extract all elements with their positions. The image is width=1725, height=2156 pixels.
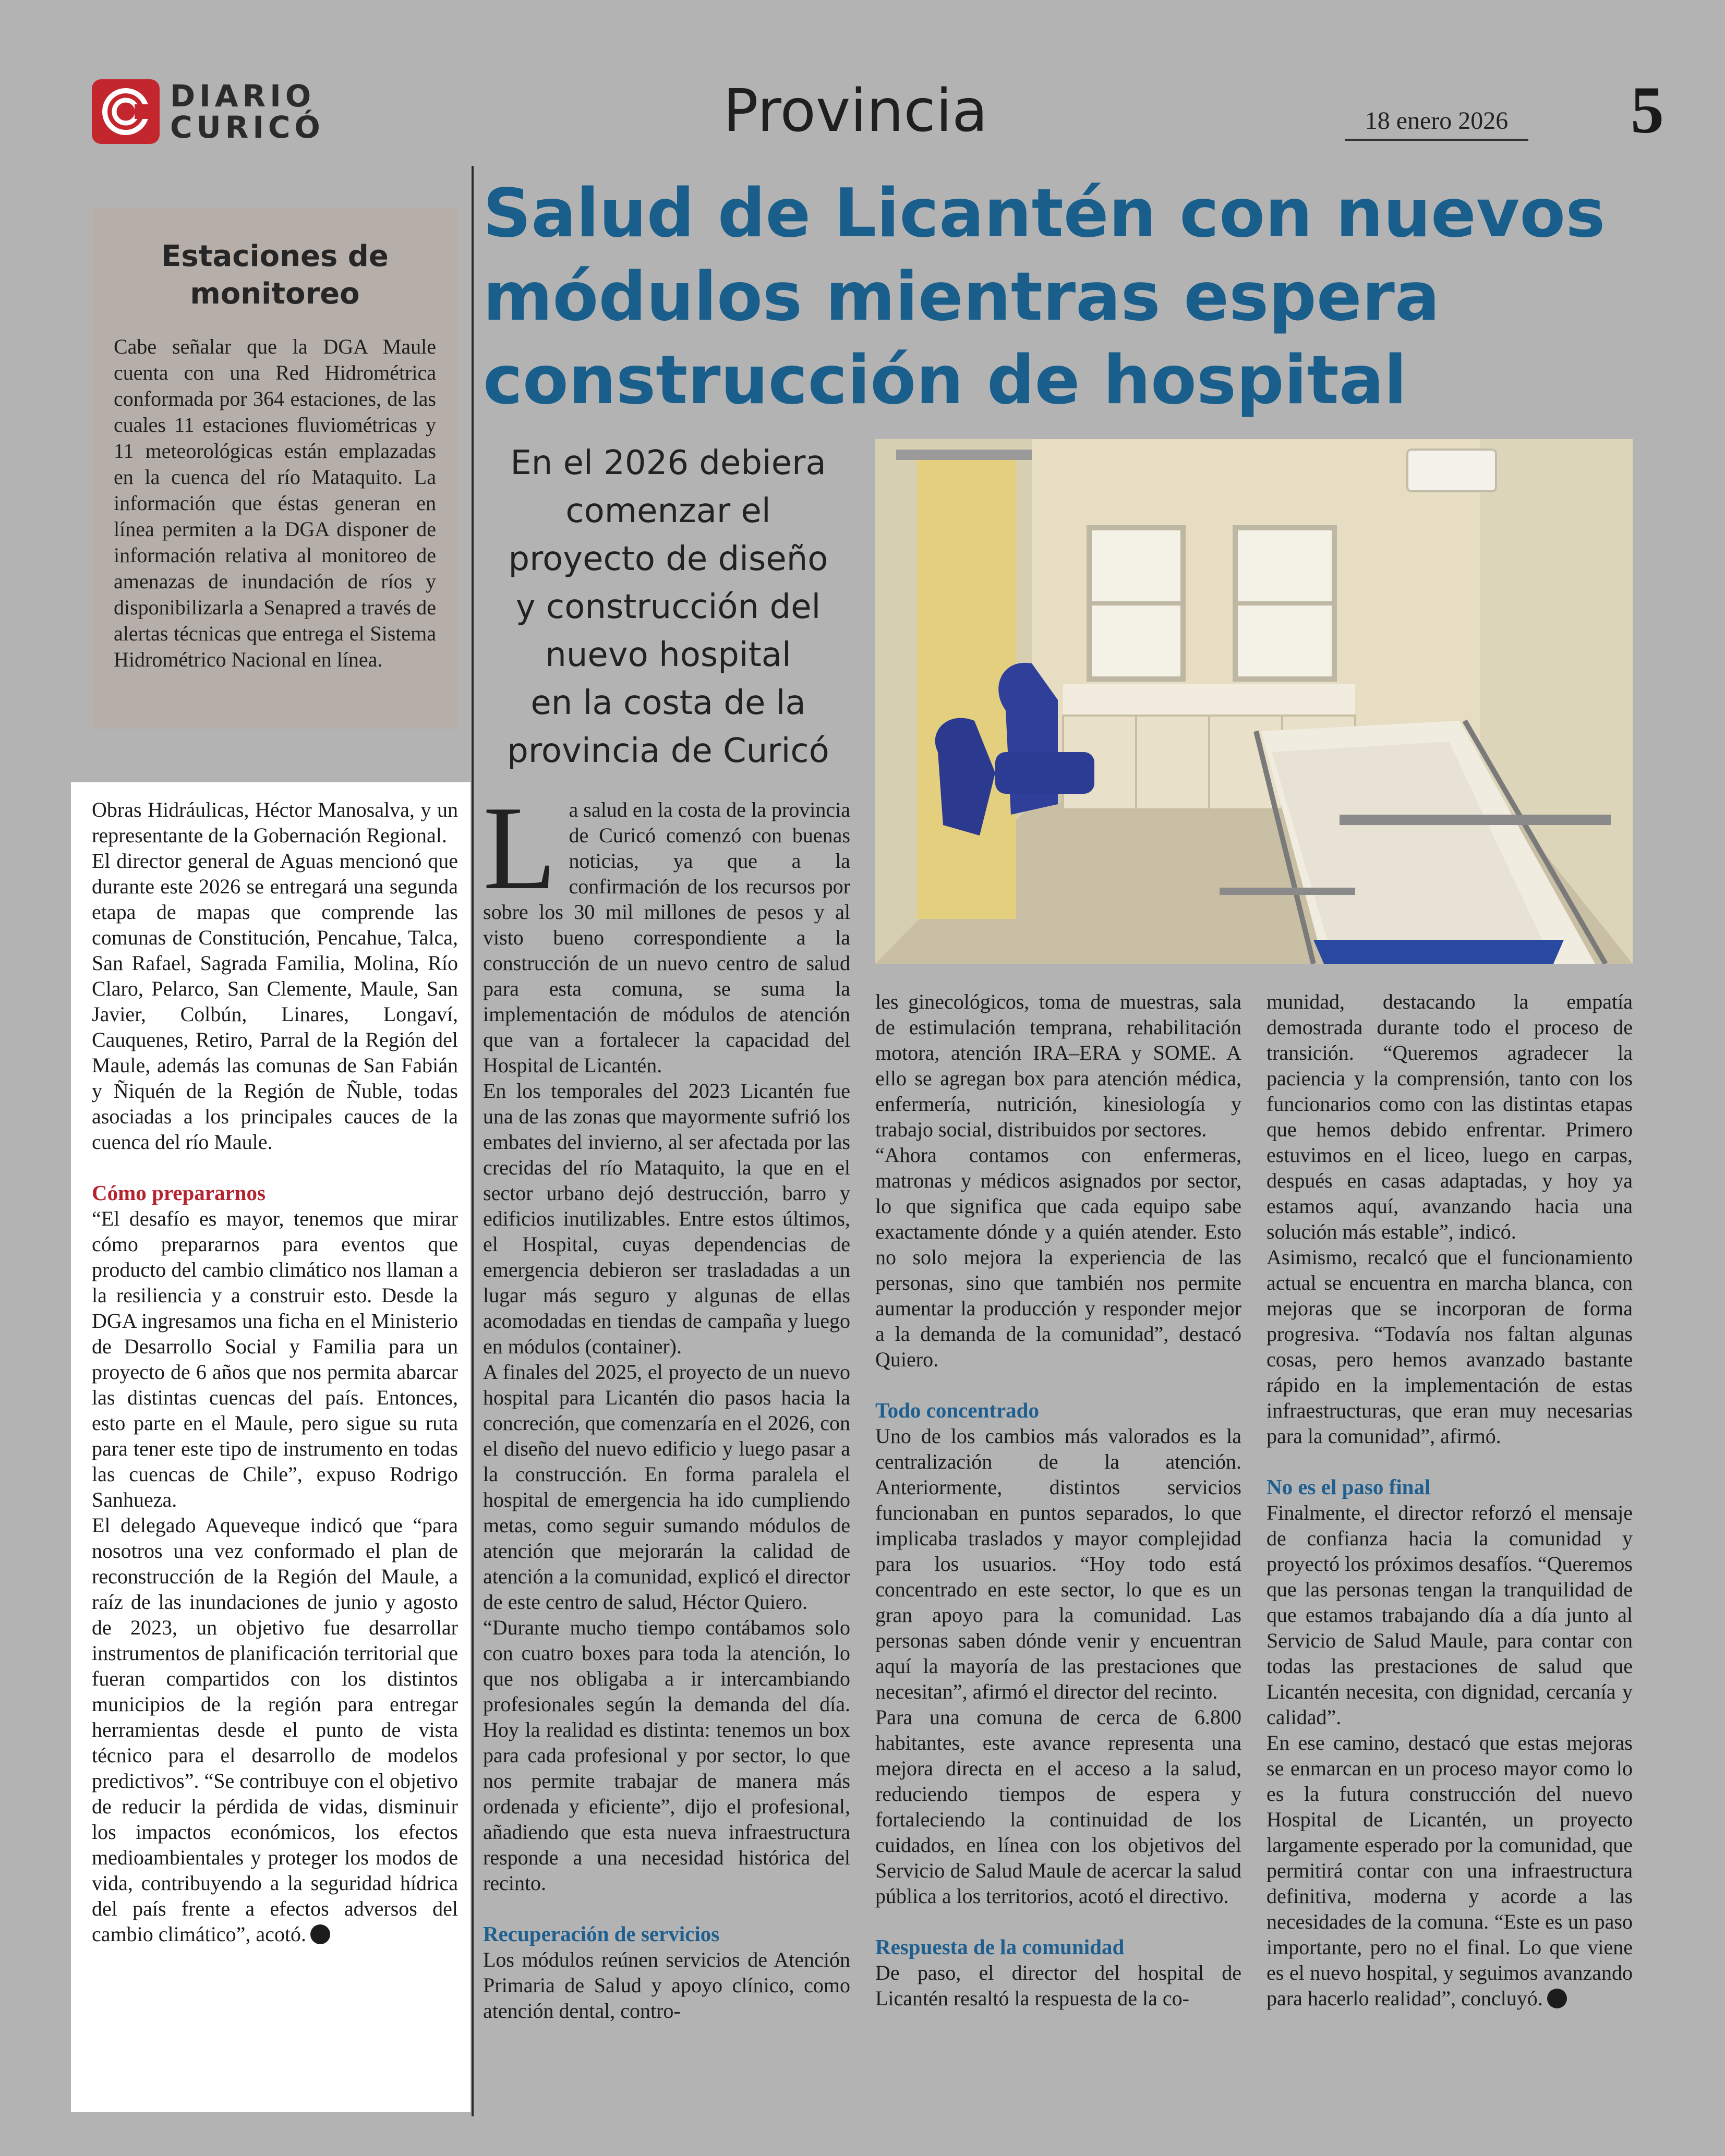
paragraph: les ginecológicos, toma de muestras, sala de estimulación temprana, rehabilitación motora, atención IRA–ERA y SOME. A ello se agregan box para atención médica, enfermería, nutrición, kinesiología y trabajo social, distribuidos por sectores. bbox=[875, 990, 1241, 1141]
paragraph: “Ahora contamos con enfermeras, matronas y médicos asignados por sector, lo que significa que cada equipo sabe exactamente dónde y a quién atender. Esto no solo mejora la experiencia de las personas, sino que también nos permite aumentar la producción y responder mejor a la demanda de la comunidad”, destacó Quiero. bbox=[875, 1143, 1241, 1371]
sidebar-title: Estaciones de monitoreo bbox=[161, 239, 389, 311]
deck-line: y construcción del bbox=[515, 588, 821, 626]
article-column-2 bbox=[483, 781, 850, 2024]
end-mark-icon bbox=[310, 1924, 330, 1944]
article-deck bbox=[483, 439, 853, 775]
article-column-3 bbox=[875, 989, 1241, 2011]
paragraph: Uno de los cambios más valorados es la centralización de la atención. Anteriormente, distintos servicios funcionaban en puntos separados, lo que implicaba traslados y mayor complejidad para los usuarios. “Hoy todo está concentrado en este sector, lo que es un gran apoyo para la comunidad. Las personas saben dónde venir y encuentran aquí la mayoría de las prestaciones que necesitan”, afirmó el director del recinto. bbox=[875, 1424, 1241, 1703]
subheading-recuperacion: Recuperación de servicios bbox=[483, 1922, 720, 1946]
sidebar-box bbox=[93, 208, 457, 729]
paragraph-text: El delegado Aqueveque indicó que “para nosotros una vez conformado el plan de reconstrucción de la Región del Maule, a raíz de las inundaciones de junio y agosto de 2023, un objetivo fue desarrollar instrumentos de planificación territorial que fueran compartidos con los distintos municipios de la región para entregar herramientas desde el punto de vista técnico para el desarrollo de modelos predictivos”. “Se contribuye con el objetivo de reducir la pérdida de vidas, disminuir los impactos económicos, los efectos medioambientales y proteger los modos de vida, contribuyendo a la seguridad hídrica del país frente a efectos adversos del cambio climático”, acotó. bbox=[92, 1513, 459, 1946]
paragraph: En los temporales del 2023 Licantén fue una de las zonas que mayormente sufrió los embates del invierno, al ser afectada por las crecidas del río Mataquito, la que en el sector urbano dejó destrucción, barro y edificios inutilizables. Entre estos últimos, el Hospital, cuyas dependencias de emergencia debieron ser trasladadas a un lugar más seguro y algunas de ellas acomodadas en tiendas de campaña y luego en módulos (container). bbox=[483, 1079, 850, 1358]
paragraph: Asimismo, recalcó que el funcionamiento actual se encuentra en marcha blanca, con mejoras que se incorporan de forma progresiva. “Todavía nos faltan algunas cosas, pero hemos avanzado bastante rápido en la implementación de estas infraestructuras, que eran muy necesarias para la comunidad”, afirmó. bbox=[1266, 1245, 1633, 1448]
date-underline bbox=[1345, 139, 1528, 141]
paragraph: munidad, destacando la empatía demostrada durante todo el proceso de transición. “Queremos agradecer la paciencia y la comprensión, tanto con los funcionarios como con las distintas etapas que hemos debido enfrentar. Primero estuvimos en el liceo, luego en carpas, después en casas adaptadas, y hoy ya estamos aquí, avanzando hacia una solución más estable”, indicó. bbox=[1266, 990, 1633, 1243]
page-number: 5 bbox=[1631, 73, 1664, 147]
paragraph-gap bbox=[483, 1896, 850, 1921]
paragraph-text: En ese camino, destacó que estas mejoras se enmarcan en un proceso mayor como lo es la futura construcción del nuevo Hospital de Licantén, un proyecto largamente esperado por la comunidad, que permitirá contar con una infraestructura definitiva, moderna y acorde a las necesidades de la comuna. “Este es un paso importante, pero no el final. Lo que viene es el nuevo hospital, y seguimos avanzando para hacerlo realidad”, concluyó. bbox=[1266, 1731, 1633, 2010]
paragraph: Obras Hidráulicas, Héctor Manosalva, y un representante de la Gobernación Regional. bbox=[92, 798, 458, 847]
paragraph: El director general de Aguas mencionó que durante este 2026 se entregará una segunda etapa de mapas que comprende las comunas de Constitución, Pencahue, Talca, San Rafael, Sagrada Familia, Molina, Río Claro, Pelarco, San Clemente, Maule, San Javier, Colbún, Linares, Longaví, Cauquenes, Retiro, Parral de la Región del Maule, además las comunas de San Fabián y Ñiquén de la Región de Ñuble, todas asociadas a los principales cauces de la cuenca del río Maule. bbox=[92, 849, 458, 1154]
paragraph: Para una comuna de cerca de 6.800 habitantes, este avance representa una mejora directa en el acceso a la salud, reduciendo tiempos de espera y fortaleciendo la continuidad de los cuidados, en línea con los objetivos del Servicio de Salud Maule de acercar la salud pública a los territorios, acotó el directivo. bbox=[875, 1705, 1241, 1908]
headline-line-1: Salud de Licantén con nuevos bbox=[483, 175, 1606, 252]
deck-line: proyecto de diseño bbox=[508, 540, 828, 578]
deck-line: comenzar el bbox=[565, 492, 771, 530]
paragraph: “El desafío es mayor, tenemos que mirar cómo prepararnos para eventos que producto del cambio climático nos llaman a la resiliencia y a construir esto. Desde la DGA ingresamos una ficha en el Ministerio de Desarrollo Social y Familia para un proyecto de 6 años que nos permita abarcar las distintas cuencas del país. Entonces, esto parte en el Maule, pero sigue su ruta para tener este tipo de instrumento en todas las cuencas de Chile”, expuso Rodrigo Sanhueza. bbox=[92, 1207, 458, 1511]
hospital-room-image bbox=[875, 439, 1633, 964]
paragraph: “Durante mucho tiempo contábamos solo con cuatro boxes para toda la atención, lo que nos obligaba a ir intercambiando profesionales según la demanda del día. Hoy la realidad es distinta: tenemos un box para cada profesional y por sector, lo que nos permite trabajar de manera más ordenada y eficiente”, dijo el profesional, añadiendo que esta nueva infraestructura responde a una necesidad histórica del recinto. bbox=[483, 1616, 850, 1895]
deck-line: En el 2026 debiera bbox=[510, 444, 826, 482]
end-mark-icon bbox=[1547, 1989, 1567, 2008]
subheading-respuesta: Respuesta de la comunidad bbox=[875, 1935, 1125, 1959]
subheading-como-prepararnos: Cómo prepararnos bbox=[92, 1181, 266, 1205]
diario-curico-logo-icon bbox=[92, 79, 160, 144]
paragraph: Finalmente, el director reforzó el mensaje de confianza hacia la comunidad y proyectó los próximos desafíos. “Queremos que las personas tengan la tranquilidad de que estamos trabajando día a día junto al Servicio de Salud Maule, para contar con todas las prestaciones de salud que Licantén necesita, con dignidad, cercanía y calidad”. bbox=[1266, 1501, 1633, 1729]
paragraph-last bbox=[92, 1512, 458, 1947]
masthead-logo[interactable] bbox=[92, 78, 332, 146]
sidebar-body: Cabe señalar que la DGA Maule cuenta con una Red Hidrométrica conformada por 364 estaciones, de las cuales 11 estaciones fluviométricas y 11 meteorológicas están emplazadas en la cuenca del río Mataquito. La información que éstas generan en línea permiten a la DGA disponer de información relativa al monitoreo de amenazas de inundación de ríos y disponibilizarla a Senapred a través de alertas técnicas que entrega el Sistema Hidrométrico Nacional en línea. bbox=[114, 335, 436, 671]
article-column-1 bbox=[92, 797, 458, 1947]
section-title: Provincia bbox=[723, 77, 988, 145]
deck-line: en la costa de la bbox=[530, 684, 806, 722]
headline-line-3: construcción de hospital bbox=[483, 342, 1407, 419]
paragraph-last bbox=[1266, 1730, 1633, 2011]
hospital-room-photo bbox=[875, 439, 1633, 964]
paragraph: Los módulos reúnen servicios de Atención Primaria de Salud y apoyo clínico, como atención dental, contro- bbox=[483, 1948, 850, 2022]
logo-wordmark bbox=[170, 80, 324, 143]
subheading-todo-concentrado: Todo concentrado bbox=[875, 1398, 1039, 1422]
column-divider bbox=[472, 166, 474, 2116]
deck-line: nuevo hospital bbox=[545, 636, 791, 674]
paragraph-gap bbox=[875, 1909, 1241, 1934]
headline-line-2: módulos mientras espera bbox=[483, 258, 1440, 336]
paragraph-lead bbox=[483, 781, 850, 1078]
deck-line: provincia de Curicó bbox=[507, 732, 829, 770]
subheading-no-es-el-paso-final: No es el paso final bbox=[1266, 1475, 1431, 1499]
logo-line-curico: CURICÓ bbox=[170, 110, 324, 145]
paragraph-gap bbox=[92, 1155, 458, 1180]
paragraph-gap bbox=[1266, 1449, 1633, 1474]
paragraph: De paso, el director del hospital de Licantén resaltó la respuesta de la co- bbox=[875, 1961, 1241, 2010]
paragraph: A finales del 2025, el proyecto de un nuevo hospital para Licantén dio pasos hacia la concreción, que comenzaría en el 2026, con el diseño del nuevo edificio y luego pasar a la construcción. En forma paralela el hospital de emergencia ha ido cumpliendo metas, como seguir sumando módulos de atención que mejorarán la calidad de atención a la comunidad, explicó el director de este centro de salud, Héctor Quiero. bbox=[483, 1360, 850, 1614]
logo-line-diario: DIARIO bbox=[170, 78, 316, 114]
drop-cap: L bbox=[483, 781, 557, 914]
paragraph-text: a salud en la costa de la provincia de Curicó comenzó con buenas noticias, ya que a la confirmación de los recursos por sobre los 30 mil millones de pesos y al visto bueno correspondiente a la construcción de un nuevo centro de salud para esta comuna, se suma la implementación de módulos de atención que van a fortalecer la capacidad del Hospital de Licantén. bbox=[483, 798, 850, 1077]
article-column-4 bbox=[1266, 989, 1633, 2011]
paragraph-gap bbox=[875, 1372, 1241, 1398]
article-headline bbox=[483, 172, 1693, 422]
issue-date: 18 enero 2026 bbox=[1365, 107, 1509, 135]
